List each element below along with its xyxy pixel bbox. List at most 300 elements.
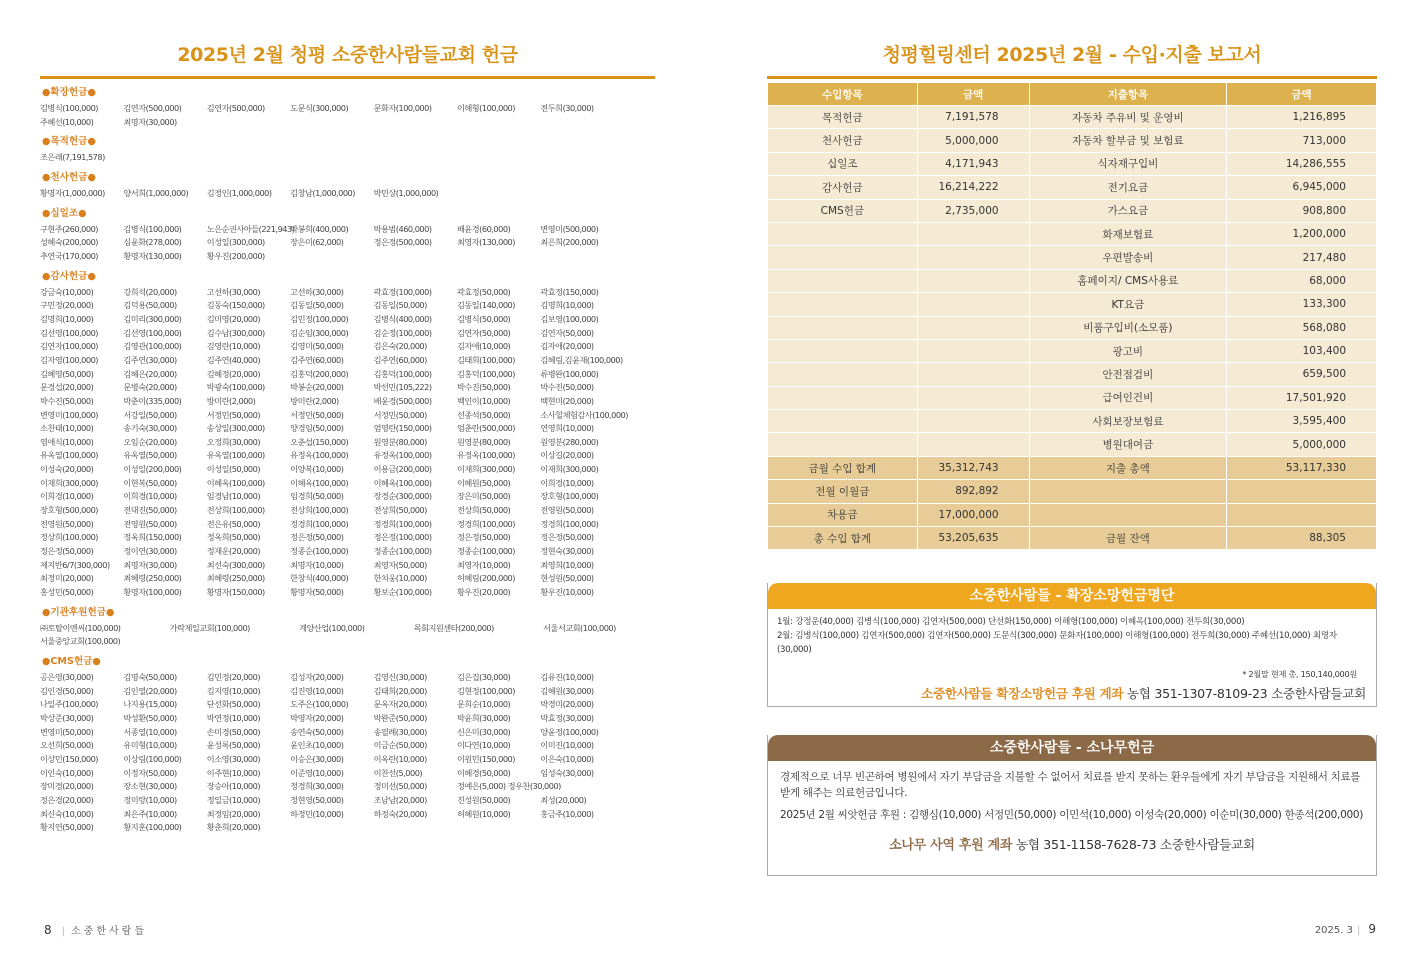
income-item-cell: 천사헌금 (768, 129, 918, 152)
donor-entry: 한창식(400,000) (290, 573, 349, 584)
donor-entry: 백현미(20,000) (540, 395, 594, 406)
donor-entry: 김주연(60,000) (373, 354, 427, 365)
donor-entry: 김보영(100,000) (540, 313, 599, 324)
donor-entry: 조남남(20,000) (373, 794, 427, 805)
donor-entry: 김명숙(50,000) (123, 672, 177, 682)
donor-entry: 정이연(30,000) (123, 546, 177, 557)
donor-entry: 강금숙(10,000) (40, 286, 94, 297)
section-title: ●목적헌금● (42, 136, 96, 148)
donor-entry: 김연자(500,000) (206, 103, 265, 113)
header-income-item: 수입항목 (768, 83, 918, 106)
donor-entry: 장은미(50,000) (456, 491, 511, 502)
donor-grid (40, 622, 655, 649)
donor-entry: 김영미(50,000) (290, 341, 344, 352)
donor-entry: 공은영(30,000) (40, 672, 94, 682)
donor-grid (40, 286, 655, 600)
table-row (768, 527, 1377, 550)
expense-amount-cell: 5,000,000 (1227, 433, 1377, 456)
table-row (768, 456, 1377, 479)
donor-entry: 유옥열(100,000) (40, 450, 98, 461)
donor-entry: 장승아(10,000) (206, 781, 261, 792)
donor-entry: 이용금(200,000) (373, 464, 432, 475)
donor-entry: 이혜경(50,000) (456, 767, 511, 778)
donor-entry: 소찬태(10,000) (40, 423, 94, 434)
donor-entry: 장미경(20,000) (40, 781, 94, 792)
table-row (768, 269, 1377, 292)
offering-section (40, 270, 655, 600)
donor-entry: 최영희(10,000) (540, 559, 594, 570)
donor-entry: 이인숙(10,000) (40, 767, 94, 778)
donor-entry: 이양복(10,000) (290, 464, 344, 475)
expense-item-cell: 자동차 할부금 및 보험료 (1029, 129, 1227, 152)
income-item-cell (768, 339, 918, 362)
donor-entry: 김자영(100,000) (40, 354, 98, 365)
hope-offering-title: 소중한사람들 - 확장소망헌금명단 (768, 583, 1376, 609)
income-item-cell (768, 246, 918, 269)
donor-entry: 이다연(10,000) (456, 740, 511, 751)
donor-entry: 이상민(150,000) (40, 753, 98, 764)
header-expense-item: 지출항목 (1029, 83, 1227, 106)
income-amount-cell (917, 246, 1029, 269)
donor-entry: 오임순(20,000) (123, 436, 177, 447)
donor-entry: 임성숙(30,000) (540, 767, 594, 778)
income-amount-cell (917, 433, 1029, 456)
donor-entry: 최혜령(250,000) (123, 573, 182, 584)
donor-entry: 김연자(500,000) (123, 103, 182, 113)
donor-entry: 김자애(10,000) (456, 341, 511, 352)
donor-entry: 정종순(100,000) (290, 546, 349, 557)
donor-entry: 원영분(280,000) (540, 436, 599, 447)
donor-entry: 김병식(400,000) (373, 313, 432, 324)
donor-entry: 장경순(300,000) (373, 491, 432, 502)
expense-amount-cell: 908,800 (1227, 199, 1377, 222)
donor-entry: 임경남(10,000) (206, 491, 261, 502)
donor-entry: 황명자(1,000,000) (40, 187, 105, 198)
expense-amount-cell: 14,286,555 (1227, 152, 1377, 175)
donor-entry: 정경희(100,000) (540, 518, 599, 529)
hope-offering-account (768, 683, 1376, 706)
donor-entry: 허혜림(200,000) (456, 573, 515, 584)
donor-entry: 이희경(10,000) (40, 491, 94, 502)
report-title: 청평힐링센터 2025년 2월 - 수입·지출 보고서 (882, 44, 1262, 66)
donor-entry: 김홍덕(200,000) (290, 368, 349, 379)
expense-amount-cell: 659,500 (1227, 363, 1377, 386)
expense-amount-cell: 133,300 (1227, 293, 1377, 316)
donor-entry: 김동일(50,000) (290, 300, 344, 311)
pine-account-label: 소나무 사역 후원 계좌 (889, 838, 1013, 853)
donor-entry: 염애식(10,000) (40, 436, 94, 447)
donor-entry: 한치웅(10,000) (373, 573, 427, 584)
expense-item-cell: 지출 총액 (1029, 456, 1227, 479)
donor-entry: 정미랑(10,000) (123, 794, 177, 805)
donor-entry: 김태희(100,000) (456, 354, 515, 365)
expense-amount-cell: 1,200,000 (1227, 222, 1377, 245)
donor-grid (40, 102, 655, 129)
donor-entry: 곽효정(100,000) (373, 286, 432, 297)
donor-entry: 문병숙(20,000) (123, 382, 177, 393)
pine-offering-box (767, 735, 1377, 876)
expense-amount-cell: 88,305 (1227, 527, 1377, 550)
donor-entry: 하정민(10,000) (290, 808, 344, 819)
offering-section (40, 207, 655, 264)
donor-entry: 정재운(20,000) (206, 546, 261, 557)
income-item-cell (768, 410, 918, 433)
donor-entry: 정경희(100,000) (373, 518, 432, 529)
donor-entry: 양서희(1,000,000) (123, 187, 189, 198)
donor-entry: 김인열(20,000) (123, 685, 177, 696)
donor-entry: 최영자(10,000) (456, 559, 511, 570)
donor-entry: 이재희(300,000) (540, 464, 599, 475)
donor-entry: 이찬선(5,000) (373, 767, 423, 778)
expense-amount-cell (1227, 480, 1377, 503)
donor-entry: 이소영(30,000) (206, 753, 261, 764)
footer-divider: | (1356, 925, 1361, 936)
donor-entry: 소사힐체험감사(100,000) (540, 409, 628, 420)
donor-grid (40, 671, 655, 835)
donor-entry: 심윤화(278,000) (123, 237, 182, 248)
donor-entry: 서정민(50,000) (290, 409, 344, 420)
donor-entry: 전대진(50,000) (123, 505, 177, 516)
page-number-left: 8 (44, 923, 52, 937)
donor-entry: 황명자(150,000) (206, 587, 265, 598)
donor-entry: 박윤희(30,000) (456, 712, 511, 723)
expense-item-cell: 전기요금 (1029, 176, 1227, 199)
donor-entry: 이성숙(20,000) (40, 464, 94, 475)
offering-section (40, 86, 655, 129)
income-amount-cell: 892,892 (917, 480, 1029, 503)
expense-item-cell: 광고비 (1029, 339, 1227, 362)
donor-entry: 최혜령(250,000) (206, 573, 265, 584)
donor-entry: 문옥자(20,000) (373, 699, 427, 710)
table-row (768, 316, 1377, 339)
donor-entry: 박춘이(335,000) (123, 395, 182, 406)
donor-entry: 추연국(170,000) (40, 250, 98, 261)
section-title: ●확장헌금● (42, 87, 96, 98)
donor-entry: 박봉희(400,000) (290, 223, 349, 234)
expense-amount-cell: 6,945,000 (1227, 176, 1377, 199)
donor-entry: 장호형(100,000) (540, 491, 599, 502)
donor-entry: 유정옥(100,000) (290, 450, 349, 461)
income-item-cell (768, 293, 918, 316)
donor-entry (540, 780, 623, 794)
expense-amount-cell: 568,080 (1227, 316, 1377, 339)
donor-entry: 홍성민(50,000) (40, 587, 94, 598)
donor-entry: 송연숙(50,000) (290, 726, 344, 737)
donor-entry: 곽효정(150,000) (540, 286, 599, 297)
donor-entry: 김동일(50,000) (373, 300, 427, 311)
donor-entry: 김성자(20,000) (290, 672, 344, 682)
income-amount-cell: 5,000,000 (917, 129, 1029, 152)
donor-entry: 도문식(300,000) (290, 103, 349, 113)
donor-entry: 김홍덕(100,000) (373, 368, 432, 379)
donor-entry: 김연자(50,000) (540, 327, 594, 338)
donor-entry: 신은미(30,000) (456, 726, 511, 737)
donor-entry: 김미리(300,000) (123, 313, 182, 324)
table-row (768, 363, 1377, 386)
donor-entry: 변영미(500,000) (540, 223, 599, 234)
donor-entry: 김혜정(20,000) (206, 368, 261, 379)
donor-entry: 최정미(20,000) (40, 573, 94, 584)
donor-entry: 황지연(50,000) (40, 822, 94, 833)
donor-entry: 유미형(10,000) (123, 740, 177, 751)
donor-entry: 이준영(10,000) (290, 767, 344, 778)
donor-entry: 이정자(50,000) (123, 767, 177, 778)
donor-entry: 황우진(20,000) (456, 587, 511, 598)
donor-entry: 나일주(100,000) (40, 699, 98, 710)
table-row (768, 503, 1377, 526)
donor-entry: 박성환(50,000) (123, 712, 177, 723)
donor-entry: 김영신(30,000) (373, 672, 427, 682)
income-item-cell (768, 386, 918, 409)
donor-entry: 최선숙(300,000) (206, 559, 265, 570)
donor-entry: 김정인(1,000,000) (206, 187, 272, 198)
donor-entry: 최은희(200,000) (540, 237, 599, 248)
donor-entry: 김수남(300,000) (206, 327, 265, 338)
income-item-cell (768, 433, 918, 456)
donor-entry: 서정민(50,000) (373, 409, 427, 420)
donor-entry: 임경희(50,000) (290, 491, 344, 502)
table-row (768, 152, 1377, 175)
income-item-cell (768, 316, 918, 339)
pine-account-number: 농협 351-1158-7628-73 소중한사람들교회 (1015, 837, 1255, 852)
donor-entry: 이옥란(10,000) (373, 753, 427, 764)
donor-entry: 이미진(10,000) (540, 740, 594, 751)
section-title: ●CMS헌금● (42, 656, 101, 667)
donor-entry: 유옥열(100,000) (206, 450, 265, 461)
donor-entry: 이혜옥(100,000) (373, 477, 432, 488)
donor-entry: 김은집(30,000) (456, 672, 511, 682)
donor-entry: 나지용(15,000) (123, 699, 177, 710)
hope-account-number: 농협 351-1307-8109-23 소중한사람들교회 (1126, 686, 1366, 701)
expense-item-cell: 비품구입비(소모품) (1029, 316, 1227, 339)
donor-entry: 김영관(100,000) (123, 341, 182, 352)
publication-name: 소중한사람들 (71, 926, 147, 937)
donor-entry: 김혜은(20,000) (123, 368, 177, 379)
donor-entry: 정은정(50,000) (540, 532, 594, 543)
donor-entry: 송기숙(30,000) (123, 423, 177, 434)
donor-entry: 정옥희(50,000) (206, 532, 261, 543)
donor-entry: 김인경(50,000) (40, 685, 94, 696)
income-item-cell: 금월 수입 합계 (768, 456, 918, 479)
donor-entry: 김덕용(50,000) (123, 300, 177, 311)
donor-entry: 박상준(30,000) (40, 712, 94, 723)
pine-offering-donors: 2025년 2월 씨앗헌금 후원 : 김행심(10,000) 서정민(50,000) 이민석(10,000) 이성숙(20,000) 이순미(30,000) 한종석(200,000) (780, 809, 1364, 821)
section-title: ●십일조● (42, 207, 87, 219)
donor-entry: 허혜원(10,000) (456, 808, 511, 819)
donor-entry: 김영란(10,000) (206, 341, 261, 352)
donor-entry: 구현주(260,000) (40, 223, 98, 234)
donor-entry: 김연자(100,000) (40, 341, 98, 352)
donor-entry: 하정숙(20,000) (373, 808, 427, 819)
donor-entry: 양윤정(100,000) (540, 726, 599, 737)
table-row (768, 480, 1377, 503)
offering-section (40, 135, 655, 165)
expense-amount-cell: 53,117,330 (1227, 456, 1377, 479)
donor-entry: 김연자(50,000) (456, 327, 511, 338)
donor-entry: 박영자(20,000) (290, 712, 344, 723)
donor-entry: 엄영란(150,000) (373, 423, 432, 434)
donor-entry: 송필례(30,000) (373, 726, 427, 737)
donor-entry: 정일금(10,000) (206, 794, 261, 805)
donor-entry: 전상희(100,000) (206, 505, 265, 516)
expense-amount-cell: 713,000 (1227, 129, 1377, 152)
income-amount-cell: 7,191,578 (917, 106, 1029, 129)
footer-divider: | (61, 926, 66, 937)
donor-entry: 계양산업(100,000) (299, 622, 365, 633)
expense-item-cell: 식자재구입비 (1029, 152, 1227, 175)
donor-entry: ㈜토탈이엔씨(100,000) (40, 622, 121, 633)
income-amount-cell (917, 316, 1029, 339)
donor-entry: 이금순(50,000) (373, 740, 427, 751)
footer-right (1315, 922, 1376, 936)
right-page (767, 40, 1377, 550)
donor-entry: 오춘섭(150,000) (290, 436, 349, 447)
expense-amount-cell: 3,595,400 (1227, 410, 1377, 433)
table-row (768, 222, 1377, 245)
donor-entry: 서강일(50,000) (123, 409, 177, 420)
hope-offering-feb: 2월: 김병식(100,000) 김연자(500,000) 김연자(500,000) 도문식(300,000) 문화자(100,000) 이해형(100,000) 전두희(30,000) 주혜선(10,000) 최명자(30,000) (777, 631, 1337, 655)
expense-item-cell (1029, 503, 1227, 526)
donor-entry: 주혜선(10,000) (40, 116, 94, 127)
donor-entry: 황춘희(20,000) (206, 822, 261, 833)
donor-entry: 오선희(50,000) (40, 740, 94, 751)
donor-entry: 정은정(50,000) (40, 546, 94, 557)
offering-section (40, 655, 655, 835)
donor-entry: 오정희(30,000) (206, 436, 261, 447)
donor-entry: 이재희(300,000) (456, 464, 515, 475)
donor-entry: 김태희(20,000) (373, 685, 427, 696)
donor-entry: 이현복(50,000) (123, 477, 177, 488)
table-row (768, 199, 1377, 222)
table-header-row (768, 83, 1377, 106)
donor-grid (40, 151, 655, 165)
donor-entry: 원영분(80,000) (373, 436, 427, 447)
donor-entry: 이상림(100,000) (123, 753, 182, 764)
donor-entry: 목회지원센타(200,000) (413, 622, 494, 633)
table-row (768, 339, 1377, 362)
donor-entry: 서울서교회(100,000) (543, 622, 616, 633)
donor-grid (40, 223, 655, 264)
expense-item-cell: KT요금 (1029, 293, 1227, 316)
donor-entry: 정경희(30,000) (290, 781, 344, 792)
donor-entry: 서울중앙교회(100,000) (40, 636, 121, 647)
donor-entry: 박민상(1,000,000) (373, 187, 439, 198)
donor-entry: 황명자(100,000) (123, 587, 182, 598)
donor-entry: 정현영(50,000) (290, 794, 344, 805)
donor-entry: 김선영(100,000) (40, 327, 98, 338)
expense-item-cell: 자동차 주유비 및 운영비 (1029, 106, 1227, 129)
expense-amount-cell: 217,480 (1227, 246, 1377, 269)
table-row (768, 386, 1377, 409)
income-amount-cell (917, 269, 1029, 292)
expense-item-cell: 병원대여금 (1029, 433, 1227, 456)
income-item-cell: 목적헌금 (768, 106, 918, 129)
donor-entry: 박수진(50,000) (456, 382, 511, 393)
income-item-cell: 십일조 (768, 152, 918, 175)
donor-entry: 최명자(30,000) (123, 559, 177, 570)
donor-entry: 김홍덕(100,000) (456, 368, 515, 379)
donor-entry: 김순정(100,000) (373, 327, 432, 338)
donor-entry: 고선하(30,000) (206, 286, 261, 297)
donor-entry: 김은숙(20,000) (373, 341, 427, 352)
donor-entry: 장호형(500,000) (40, 505, 98, 516)
donor-entry: 정은정(500,000) (373, 237, 432, 248)
donor-entry: 김미영(20,000) (206, 313, 261, 324)
donor-entry: 김혜원(30,000) (540, 685, 594, 696)
donor-entry: 엄춘란(500,000) (456, 423, 515, 434)
donor-entry: 곽효정(50,000) (456, 286, 511, 297)
income-amount-cell (917, 293, 1029, 316)
donor-entry: 전상희(100,000) (290, 505, 349, 516)
header-income-amount: 금액 (917, 83, 1029, 106)
income-amount-cell (917, 386, 1029, 409)
donor-entry: 제지반6/7(300,000) (40, 559, 110, 570)
donor-entry: 서정민(50,000) (206, 409, 261, 420)
table-body (768, 106, 1377, 550)
donor-entry: 장소현(30,000) (123, 781, 177, 792)
donor-entry: 문희순(10,000) (456, 699, 511, 710)
donor-entry: 방미란(2,000) (206, 395, 256, 406)
donor-entry: 이희경(10,000) (123, 491, 177, 502)
income-item-cell: 차용금 (768, 503, 918, 526)
offering-section (40, 606, 655, 649)
donor-entry: 전두희(30,000) (540, 103, 594, 113)
donor-entry: 노은순권사아들(221,943) (206, 223, 295, 234)
donor-entry: 전영원(50,000) (540, 505, 594, 516)
donor-entry: 황우진(200,000) (206, 250, 265, 261)
donor-entry: 문화자(100,000) (373, 103, 432, 113)
donor-entry: 진성원(50,000) (456, 794, 511, 805)
donor-entry: 홍금주(10,000) (540, 808, 594, 819)
donor-entry: 김주연(30,000) (123, 354, 177, 365)
donor-entry: 이성일(50,000) (206, 464, 261, 475)
donor-entry: 이상길(20,000) (540, 450, 594, 461)
expense-item-cell: 화재보험료 (1029, 222, 1227, 245)
donor-entry: 이은숙(10,000) (540, 753, 594, 764)
donor-entry: 박완준(50,000) (373, 712, 427, 723)
donor-entry: 이주현(10,000) (206, 767, 261, 778)
hope-offering-total-note: * 2월말 현재 총, 150,140,000원 (1242, 669, 1357, 679)
header-expense-amount: 금액 (1227, 83, 1377, 106)
income-amount-cell: 35,312,743 (917, 456, 1029, 479)
expense-amount-cell: 1,216,895 (1227, 106, 1377, 129)
income-item-cell: 감사헌금 (768, 176, 918, 199)
donor-entry: 이혜옥(100,000) (206, 477, 265, 488)
donor-entry: 이성일(300,000) (206, 237, 265, 248)
income-amount-cell (917, 339, 1029, 362)
donor-entry: 황우진(10,000) (540, 587, 594, 598)
donor-entry: 김지영(10,000) (206, 685, 261, 696)
donor-entry: 정종순(100,000) (373, 546, 432, 557)
donor-entry: 구민정(20,000) (40, 300, 94, 311)
donor-entry: 강희석(20,000) (123, 286, 177, 297)
donor-entry: 최영자(130,000) (456, 237, 515, 248)
table-row (768, 106, 1377, 129)
income-item-cell (768, 222, 918, 245)
donor-entry: 김진영(10,000) (290, 685, 344, 696)
donor-entry: 김동일(140,000) (456, 300, 515, 311)
donor-entry: 최은주(10,000) (123, 808, 177, 819)
donor-entry: 김선영(100,000) (123, 327, 182, 338)
pine-offering-account (780, 837, 1364, 854)
issue-date: 2025. 3 (1314, 925, 1353, 936)
donor-entry: 황보순(100,000) (373, 587, 432, 598)
donor-entry: 이성일(200,000) (123, 464, 182, 475)
donor-entry: 전은유(50,000) (206, 518, 261, 529)
donor-entry: 최정임(20,000) (206, 808, 261, 819)
donor-entry: 최명자(30,000) (123, 116, 177, 127)
donor-entry: 변영미(50,000) (40, 726, 94, 737)
